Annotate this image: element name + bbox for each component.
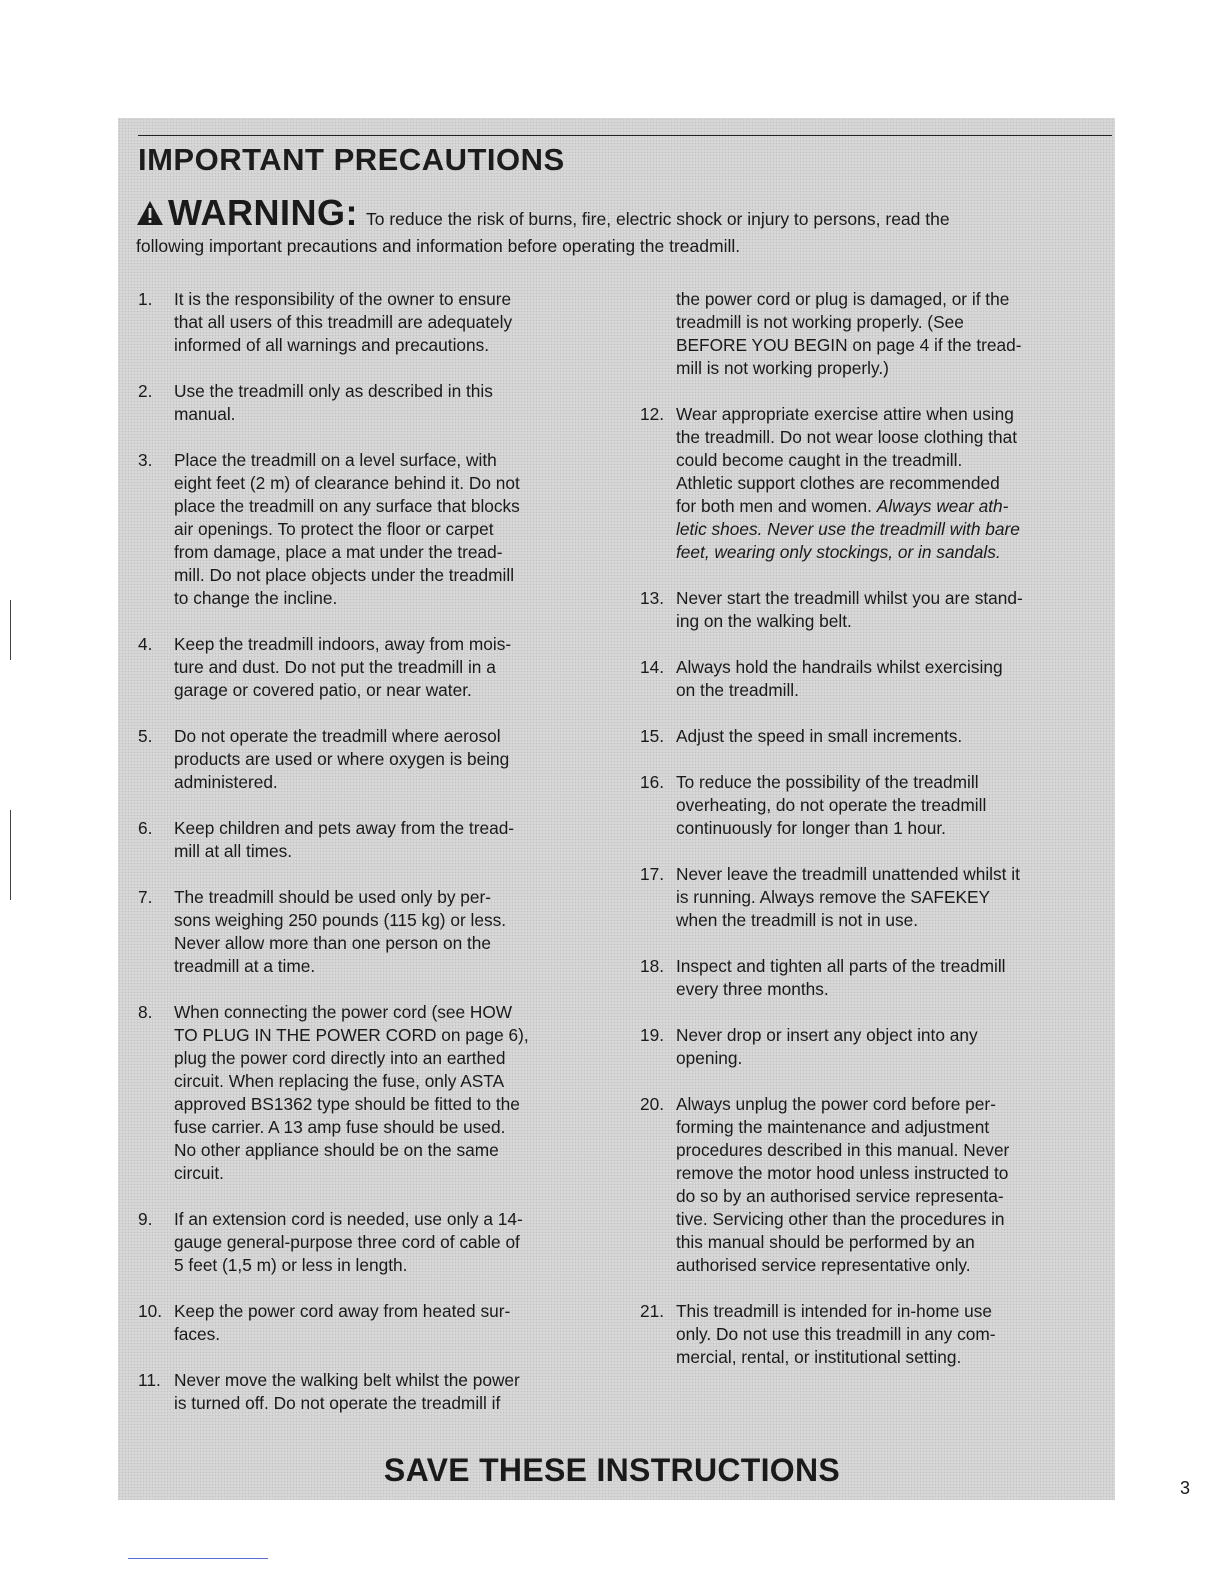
precaution-item-continued: the power cord or plug is damaged, or if the treadmill is not working properly. (See BEFORE YOU BEGIN on page 4 if the tread- mill is not working properly.) [676, 289, 1022, 378]
precaution-item: 7. The treadmill should be used only by per- sons weighing 250 pounds (115 kg) or less. Never allow more than one person on the treadmill at a time. [138, 887, 507, 976]
precaution-item: 11. Never move the walking belt whilst the power is turned off. Do not operate the treadmill if [138, 1370, 520, 1413]
precaution-item: 5. Do not operate the treadmill where aerosol products are used or where oxygen is being administered. [138, 726, 510, 792]
precaution-item: 4. Keep the treadmill indoors, away from mois- ture and dust. Do not put the treadmill in a garage or covered patio, or near water. [138, 634, 512, 700]
precaution-item: 13. Never start the treadmill whilst you are stand- ing on the walking belt. [640, 588, 1023, 631]
header-rule [138, 135, 1112, 136]
precaution-item: 6. Keep children and pets away from the tread- mill at all times. [138, 818, 515, 861]
precaution-item: 3. Place the treadmill on a level surface, with eight feet (2 m) of clearance behind it. Do not place the treadmill on any surface that blocks air openings. To protect the floor or carpet from damage, place a mat under the tread- mill. Do not place objects under the treadmill to change the incline. [138, 450, 520, 608]
warning-label: WARNING: [168, 192, 358, 233]
scan-margin-mark [10, 810, 11, 900]
precaution-item: 19. Never drop or insert any object into any opening. [640, 1025, 978, 1068]
page-title: IMPORTANT PRECAUTIONS [138, 142, 565, 177]
scan-margin-mark [10, 600, 11, 660]
page-number: 3 [1180, 1478, 1191, 1498]
warning-triangle-icon [136, 200, 164, 226]
precaution-item: 14. Always hold the handrails whilst exercising on the treadmill. [640, 657, 1003, 700]
precaution-item: 17. Never leave the treadmill unattended whilst it is running. Always remove the SAFEKEY when the treadmill is not in use. [640, 864, 1020, 930]
precaution-item: 2. Use the treadmill only as described in this manual. [138, 381, 493, 424]
save-instructions-heading: SAVE THESE INSTRUCTIONS [383, 1452, 841, 1488]
precaution-item: 10. Keep the power cord away from heated sur- faces. [138, 1301, 511, 1344]
warning-text: To reduce the risk of burns, fire, electric shock or injury to persons, read the [365, 209, 950, 229]
precaution-item: 16. To reduce the possibility of the treadmill overheating, do not operate the treadmill continuously for longer than 1 hour. [640, 772, 987, 838]
precaution-item: 18. Inspect and tighten all parts of the treadmill every three months. [640, 956, 1006, 999]
precaution-item: 12. Wear appropriate exercise attire when using the treadmill. Do not wear loose clothing that could become caught in the treadmill. Athletic support clothes are recommended for both men and women. Always wear ath- letic shoes. Never use the treadmill with bare feet, wearing only stockings, or in sandals. [640, 404, 1020, 562]
warning-text-continued: following important precautions and information before operating the treadmill. [136, 236, 741, 256]
precautions-right-column [640, 288, 1112, 1369]
precaution-item: 21. This treadmill is intended for in-home use only. Do not use this treadmill in any com- mercial, rental, or institutional setting. [640, 1301, 996, 1367]
precaution-item: 15. Adjust the speed in small increments. [640, 726, 963, 746]
bottom-rule [128, 1558, 268, 1559]
precaution-item: 9. If an extension cord is needed, use only a 14- gauge general-purpose three cord of cable of 5 feet (1,5 m) or less in length. [138, 1209, 523, 1275]
precautions-left-column [138, 288, 618, 1415]
warning-block [136, 192, 1116, 257]
precaution-item: 1. It is the responsibility of the owner to ensure that all users of this treadmill are adequately informed of all warnings and precautions. [138, 289, 513, 355]
precaution-item: 20. Always unplug the power cord before per- forming the maintenance and adjustment procedures described in this manual. Never remove the motor hood unless instructed to do so by an authorised service representa- tive. Servicing other than the procedures in this manual should be performed by an authorised service representative only. [640, 1094, 1010, 1275]
precaution-item: 8. When connecting the power cord (see HOW TO PLUG IN THE POWER CORD on page 6), plug the power cord directly into an earthed circuit. When replacing the fuse, only ASTA approved BS1362 type should be fitted to the fuse carrier. A 13 amp fuse should be used. No other appliance should be on the same circuit. [138, 1002, 529, 1183]
